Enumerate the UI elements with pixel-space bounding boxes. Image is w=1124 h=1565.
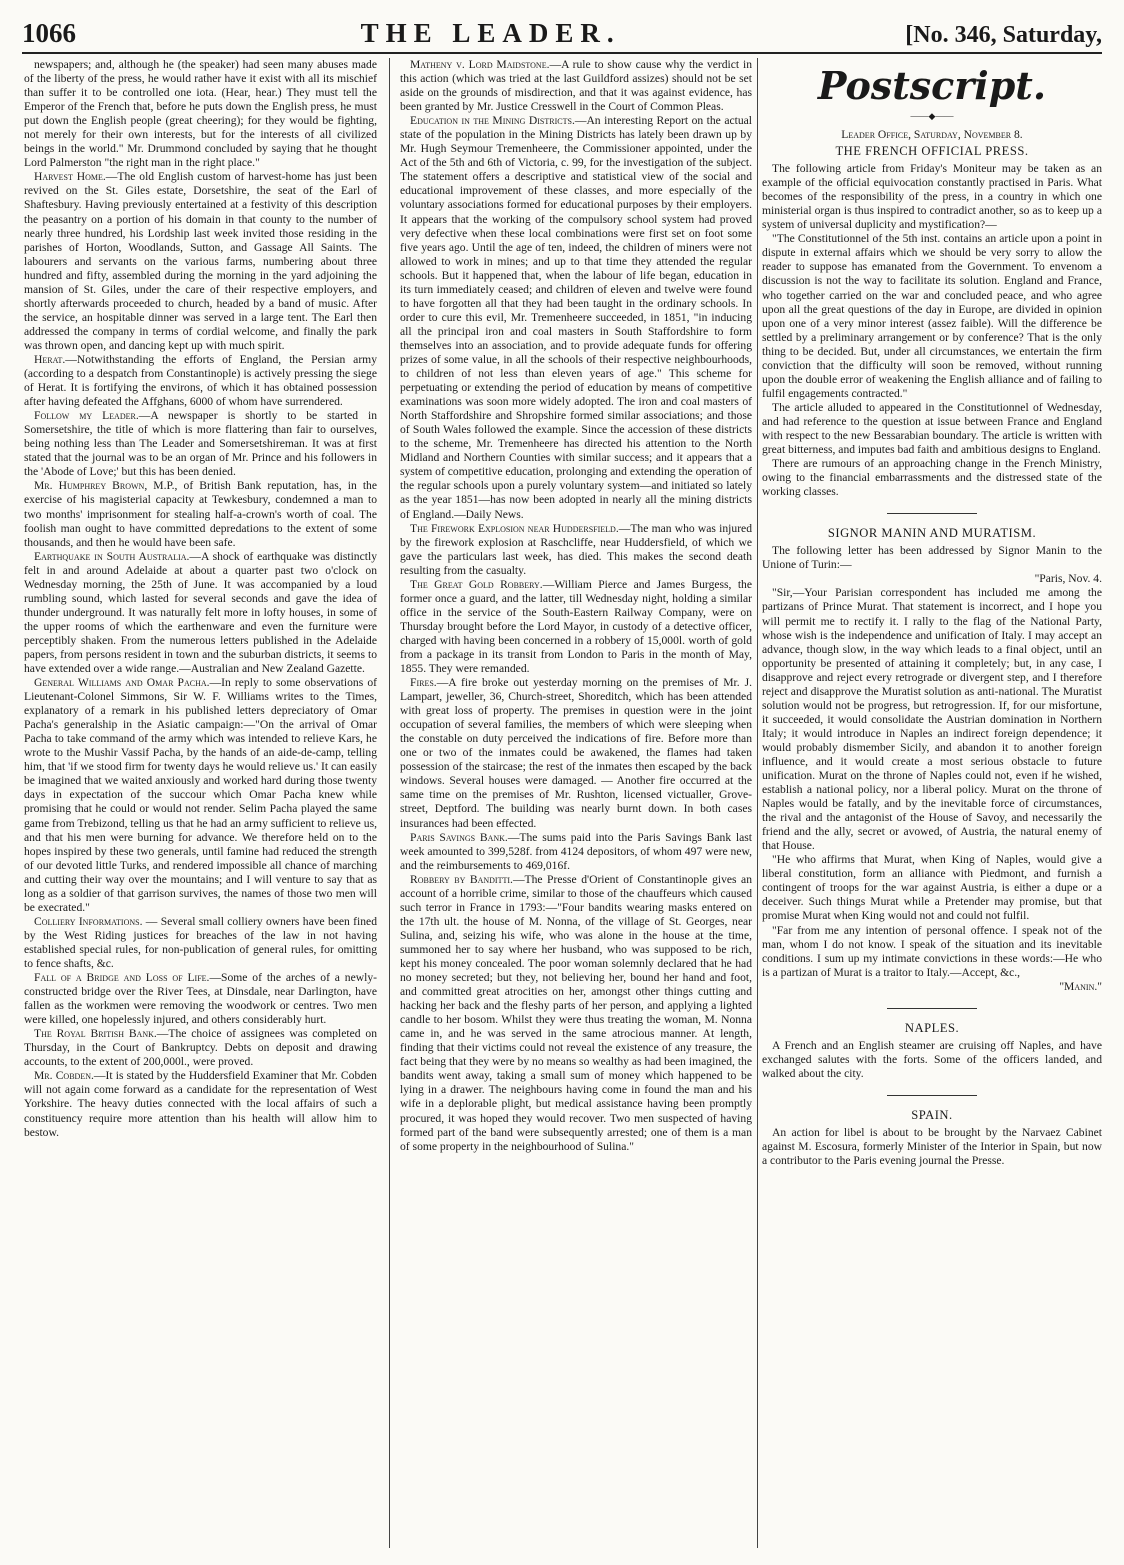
manin-letter-body: [762, 586, 1102, 979]
news-item-text: —A shock of earthquake was distinctly felt in and around Adelaide at about a quarter past two o'clock on Wednesday morning, the 25th of June. It was accompanied by a loud rumbling sound, which lasted for several seconds and gave the idea of thunder underground. It was naturally felt more in lofty houses, in some of the upper rooms of which the earthenware and even the furniture were perceptibly shaken. From the numerous letters published in the Adelaide papers, from persons resident in town and the suburban districts, it seems to have extended over a wide range.—Australian and New Zealand Gazette.: [24, 549, 377, 676]
news-item-text: —In reply to some observations of Lieutenant-Colonel Simmons, Sir W. F. Williams writes to the Times, explanatory of a remark in his published letters depreciatory of Omar Pacha's generalship in the Asiatic campaign:—"On the arrival of Omar Pacha to take command of the army which was intended to relieve Kars, he wrote to the Mushir Vassif Pacha, by the hands of an aide-de-camp, telling him, that 'if we stood firm for twenty days he would relieve us.' It can easily be imagined that we waited anxiously and worked hard during those twenty days in expectation of the succour which Omar Pacha knew while promising that he could or would not render. Selim Pacha played the same game from Trebizond, telling us that he had an army sufficient to relieve us, and that his men were burning for advance. We therefore held on to the hopes inspired by these two generals, until famine had reduced the strength of our devoted little Turks, and rendered impossible all chance of marching and cutting their way over the mountains; and I will venture to say that as long as a soldier of that garrison survives, the names of those two men will be execrated.": [24, 676, 377, 914]
news-item: [24, 170, 377, 353]
news-item-text: —The sums paid into the Paris Savings Bank last week amounted to 399,528f. from 4124 depositors, of whom 497 were new, and the reimbursements to 469,016f.: [400, 830, 752, 872]
news-item: [400, 114, 752, 521]
news-item-text: —A fire broke out yesterday morning on the premises of Mr. J. Lampart, jeweller, 36, Church-street, Shoreditch, which has been attended with great loss of property. The premises in question were in the joint occupation of several families, the members of which were sleeping when the constable on duty perceived the indications of fire. Before more than one or two of the inmates could be awakened, the flames had taken possession of the staircase; the rest of the inmates then escaped by the back windows. Several houses were damaged. — Another fire occurred at the same time on the premises of Mr. Rushton, licensed victualler, Grove-street, Deptford. The building was nearly burnt down. In both cases insurances had been effected.: [400, 676, 752, 830]
news-item-text: —The Presse d'Orient of Constantinople gives an account of a horrible crime, similar to those of the chauffeurs which caused such terror in France in 1793:—"Four bandits wearing masks entered on the 17th ult. the house of M. Nonna, of the village of St. Georges, near Sulina, and, seizing his wife, who was alone in the house at the time, summoned her to say where her husband, who was supposed to be rich, kept his money concealed. The poor woman solemnly declared that he had no money secreted; but they, not believing her, bound her hand and foot, and committed great atrocities on her, amongst other things cutting and hacking her back and the fleshy parts of her person, and applying a lighted candle to her bosom. Whilst they were thus treating the woman, M. Nonna came in, and he was served in the same atrocious manner. At length, finding that their victims could not reveal the existence of any treasure, the fact being that they were by no means so wealthy as had been imagined, the bandits went away, taking a small sum of money which happened to be lying in a drawer. The neighbours having come in found the man and his wife in a deplorable plight, but medical assistance having been promptly procured, it was hoped they would recover. Two men suspected of having formed part of the band were subsequently arrested; one of them is a man of some property in the neighbourhood of Sulina.": [400, 872, 752, 1153]
news-item-heading: Fall of a Bridge and Loss of Life.: [34, 971, 210, 985]
news-item: [24, 676, 377, 915]
column-separator-1: [389, 58, 390, 1548]
news-item-text: —A newspaper is shortly to be started in Somersetshire, the title of which is more flattering than fair to ourselves, being nothing less than The Leader and Somersetshireman. It was at first stated that the journal was to be an organ of Mr. Prince and his followers in the 'Abode of Love;' but this has been denied.: [24, 409, 377, 479]
news-item-heading: Colliery Informations.: [34, 914, 143, 928]
news-item-text: — Several small colliery owners have been fined by the West Riding justices for breaches of the law in not having established special rules, for non-publication of general rules, for omitting to fence shafts, &c.: [24, 914, 377, 970]
manin-letter-paragraph: "Sir,—Your Parisian correspondent has included me among the partizans of Prince Murat. That statement is incorrect, and I hope you will permit me to rectify it. I rally to the flag of the National Party, whose wish is the independence and unification of Italy. I may accept an advance, though slow, in the way which leads to a final object, until an opportunity be presented of attaining it completely; but, in any case, I disapprove and reject every retrograde or divergent step, and I therefore reject and disapprove the Muratist solution as anti-national. The Muratist solution would not be progress, but retrogression. If, for our misfortune, it succeeded, it would consolidate the Austrian domination in Northern Italy; it would introduce in Naples an indirect foreign dependence; it would probably dismember Sicily, and abandon it to another foreign influence, and it would create a most serious obstacle to future unification. Murat on the throne of Naples could not, even if he wished, establish a national policy, nor a liberal policy. Murat on the throne of Naples would be fatally, and by the inevitable force of circumstances, the rival and the antagonist of the House of Savoy, and necessarily the friend and the ally, secret or avowed, of Austria, the natural enemy of that House.: [762, 586, 1102, 853]
manin-signature: "Manin.": [1059, 979, 1102, 993]
news-item-heading: Mr. Cobden.: [34, 1069, 94, 1083]
french-press-paragraph: The article alluded to appeared in the Constitutionnel of Wednesday, and had reference to the question at issue between France and England with respect to the new Bessarabian boundary. The article is written with great bitterness, and imputes bad faith and ambitious designs to England.: [762, 400, 1102, 457]
section-divider: [887, 513, 977, 514]
news-item: [400, 578, 752, 676]
column-2: [400, 58, 752, 1548]
news-item: [24, 409, 377, 479]
news-item: [24, 550, 377, 676]
news-item-heading: General Williams and Omar Pacha.: [34, 676, 210, 690]
news-item-heading: The Royal British Bank.: [34, 1027, 157, 1041]
news-item-text: —It is stated by the Huddersfield Examiner that Mr. Cobden will not again come forward as a candidate for the representation of West Yorkshire. The heavy duties connected with the local affairs of such a constituency require more attention than his health will allow him to bestow.: [24, 1069, 377, 1139]
news-item-heading: Matheny v. Lord Maidstone.: [410, 58, 550, 71]
news-item-text: M.P., of British Bank reputation, has, in the exercise of his magisterial capacity at Tewkesbury, condemned a man to two months' imprisonment for stealing half-a-crown's worth of coal. The foolish man ought to have committed depredations to the extent of some thousands, and then he would have been safe.: [24, 479, 377, 549]
column-1: [24, 58, 377, 1548]
news-item: [24, 915, 377, 971]
manin-letter-paragraph: "Far from me any intention of personal offence. I speak not of the man, whom I do not know. I speak of the situation and its inevitable conditions. I sum up my intimate convictions in these words:—He who is a partizan of Murat is a traitor to Italy.—Accept, &c.,: [762, 923, 1102, 979]
news-item-text: —The choice of assignees was completed on Thursday, in the Court of Bankruptcy. Debts on deposit and drawing accounts, to the extent of 200,000l., were proved.: [24, 1027, 377, 1069]
french-press-paragraph: There are rumours of an approaching change in the French Ministry, owing to the financial embarrassments and the distressed state of the working classes.: [762, 457, 1102, 499]
news-item-heading: Fires.: [410, 676, 437, 690]
news-item-heading: The Great Gold Robbery.: [410, 577, 543, 591]
news-item-text: —The man who was injured by the firework explosion at Raschcliffe, near Huddersfield, of which we gave the particulars last week, has died. This makes the second death resulting from the casualty.: [400, 521, 752, 577]
paper-title: THE LEADER.: [360, 18, 621, 48]
news-item: [24, 1027, 377, 1069]
dateline: Leader Office, Saturday, November 8.: [841, 128, 1023, 141]
news-item: [400, 831, 752, 873]
news-item-text: —The old English custom of harvest-home has just been revived on the St. Giles estate, Dorsetshire, the seat of the Earl of Shaftesbury. Having previously entertained at a festivity of this description the peasantry on a portion of his domain in that county to the number of nearly three hundred, his Lordship last week invited those residing in the parishes of Horton, Woodlands, Sutton, and Gassage All Saints. The labourers and servants on the various farms, numbering about three hundred and fifty, assembled during the morning in the yard adjoining the mansion of St. Giles, under the care of their respective employers, and shortly afterwards proceeded to church, headed by a band of music. After the service, an hospitable dinner was served in a large tent. The Earl then addressed the company in terms of cordial welcome, and finally the park was thrown open, and dancing kept up with much spirit.: [24, 170, 377, 352]
news-item: [24, 353, 377, 409]
naples-text: A French and an English steamer are cruising off Naples, and have exchanged salutes with the forts. Some of the officers landed, and walked about the city.: [762, 1038, 1102, 1080]
section-divider: [887, 1095, 977, 1096]
news-item-heading: The Firework Explosion near Huddersfield.: [410, 521, 619, 535]
news-item: [24, 971, 377, 1027]
french-press-body: [762, 162, 1102, 499]
manin-heading: SIGNOR MANIN AND MURATISM.: [827, 526, 1037, 541]
news-item-heading: Herat.: [34, 352, 66, 366]
ornament-icon: ——◆——: [910, 111, 954, 121]
news-item-text: —An interesting Report on the actual state of the population in the Mining Districts has lately been drawn up by Mr. Hugh Seymour Tremenheere, the Commissioner appointed, under the Act of the 5th and 6th of Victoria, c. 99, for the investigation of the subject. The statement offers a descriptive and statistical view of the social and educational improvement of these classes, and more especially of the voluntary associations formed for educational purposes by their employers. It appears that the working of the compulsory school system had proved very defective when these local combinations were first set on foot some five years ago. Until the age of ten, indeed, the children of miners were not allowed to work in mines; and up to that time they attended the regular schools. But it happened that, when the labour of life began, education in its turn immediately ceased; and children of eleven and twelve were found to have forgotten all that they had been taught in the ordinary schools. In order to cure this evil, Mr. Tremenheere succeeded, in 1851, "in inducing all the principal iron and coal masters in South Staffordshire to form themselves into an association, and to provide adequate funds for offering prizes of some value, in all the schools of their respective neighbourhoods, to children of not less than eleven years of age." This scheme for perpetuating or extending the period of education by means of competitive examinations was soon more widely adopted. The iron and coal masters of North Staffordshire and Shropshire formed similar associations; and those of South Wales followed the example. Since the accession of these districts to the scheme, Mr. Tremenheere has directed his attention to the North Midland and Northern Counties with similar success; and it appears that a system of competitive education, prolonging and extending the operation of the regular schools upon a purely voluntary system—and initiated so lately as the year 1851—has now been adopted in nearly all the mining districts of England.—Daily News.: [400, 114, 752, 521]
manin-letter-paragraph: "He who affirms that Murat, when King of Naples, would give a liberal constitution, form an alliance with Piedmont, and furnish a contingent of troops for the war against Austria, is either a dupe or a deceiver. Such things Murat while a Pretender may promise, but that promise Murat when King would not and could not fulfil.: [762, 853, 1102, 923]
spain-heading: SPAIN.: [911, 1107, 953, 1122]
manin-place-date: "Paris, Nov. 4.: [1034, 572, 1102, 586]
news-item-text: —Some of the arches of a newly-constructed bridge over the River Tees, at Dinsdale, near Darlington, have fallen as the workmen were removing the woodwork or centres. Two men were killed, one hopelessly injured, and others considerably hurt.: [24, 971, 377, 1027]
news-item: [400, 676, 752, 831]
news-item: [24, 1069, 377, 1139]
spain-text: An action for libel is about to be brought by the Narvaez Cabinet against M. Escosura, formerly Minister of the Interior in Spain, but now a contributor to the Paris evening journal the Presse.: [762, 1126, 1102, 1168]
naples-heading: NAPLES.: [904, 1020, 960, 1035]
news-item-heading: Earthquake in South Australia.: [34, 549, 190, 563]
page-number: 1066: [22, 18, 76, 48]
news-item: [400, 873, 752, 1154]
news-item-heading: Follow my Leader.: [34, 409, 139, 423]
news-item-heading: Robbery by Banditti.: [410, 872, 513, 886]
postscript-title: Postscript.: [817, 63, 1047, 108]
masthead-rule: [22, 52, 1102, 54]
manin-intro: The following letter has been addressed by Signor Manin to the Unione of Turin:—: [762, 544, 1102, 572]
masthead: [22, 18, 1102, 50]
news-item-heading: Paris Savings Bank.: [410, 830, 508, 844]
column-3: [762, 58, 1102, 1548]
news-item-heading: Harvest Home.: [34, 170, 106, 184]
french-press-paragraph: "The Constitutionnel of the 5th inst. contains an article upon a point in dispute in external affairs which we should be very sorry to allow the reader to suppose has emanated from the Government. To envenom a discussion is not the way to facilitate its solution. England and France, who together carried on the war and concluded peace, and who agree upon all the great questions of the day in Europe, are divided in opinion upon one of a very minor interest (assez faible). Will the difference be settled by a preliminary arrangement or by conference? That is the only thing to be decided. But, under all circumstances, we entertain the firm conviction that the difficulty will soon be removed, without running upon the double error of weakening the English alliance and of failing to fulfil engagements contracted.": [762, 232, 1102, 400]
news-item-text: —Notwithstanding the efforts of England, the Persian army (according to a despatch from Constantinople) is actively pressing the siege of Herat. It is fortifying the environs, of which it has obtained possession after having defeated the Affghans, 6000 of whom have surrendered.: [24, 352, 377, 409]
section-divider: [887, 1008, 977, 1009]
news-item: [24, 58, 377, 170]
column-separator-2: [757, 58, 758, 1548]
news-item-text: —William Pierce and James Burgess, the former once a guard, and the latter, till Wednesday night, holding a similar office in the service of the South-Eastern Railway Company, were on Thursday brought before the Lord Mayor, in custody of a detective officer, charged with having been concerned in a robbery of 15,000l. worth of gold from a package in its transit from London to Paris in the month of May, 1855. They were remanded.: [400, 577, 752, 676]
news-item: [24, 479, 377, 549]
french-press-heading: THE FRENCH OFFICIAL PRESS.: [835, 144, 1029, 159]
issue-label: [No. 346, Saturday,: [905, 22, 1102, 48]
news-item-heading: Education in the Mining Districts.: [410, 114, 575, 128]
news-item-heading: Mr. Humphrey Brown,: [34, 479, 148, 493]
news-item-text: newspapers; and, although he (the speaker) had seen many abuses made of the liberty of the press, he would rather have it exist with all its mischief than suffer it to be controlled one iota. (Hear, hear.) They must tell the Emperor of the French that, before he puts down the English press, he must put down the English people (great cheering); for they would be fighting, not merely for their own interests, but for the interests of all civilized beings in the world." Mr. Drummond concluded by saying that he thought Lord Palmerston "the right man in the right place.": [24, 58, 377, 170]
news-item: [400, 522, 752, 578]
french-press-paragraph: The following article from Friday's Moniteur may be taken as an example of the official equivocation constantly practised in Paris. What becomes of the responsibility of the press, in a country in which one ministerial organ is thus inspired to contradict another, so as to keep up a system of universal duplicity and mystification?—: [762, 162, 1102, 232]
news-item: [400, 58, 752, 114]
news-item-text: —A rule to show cause why the verdict in this action (which was tried at the last Guildford assizes) should not be set aside on the grounds of misdirection, and that it was against evidence, has been granted by Mr. Justice Cresswell in the Court of Common Pleas.: [400, 58, 752, 114]
